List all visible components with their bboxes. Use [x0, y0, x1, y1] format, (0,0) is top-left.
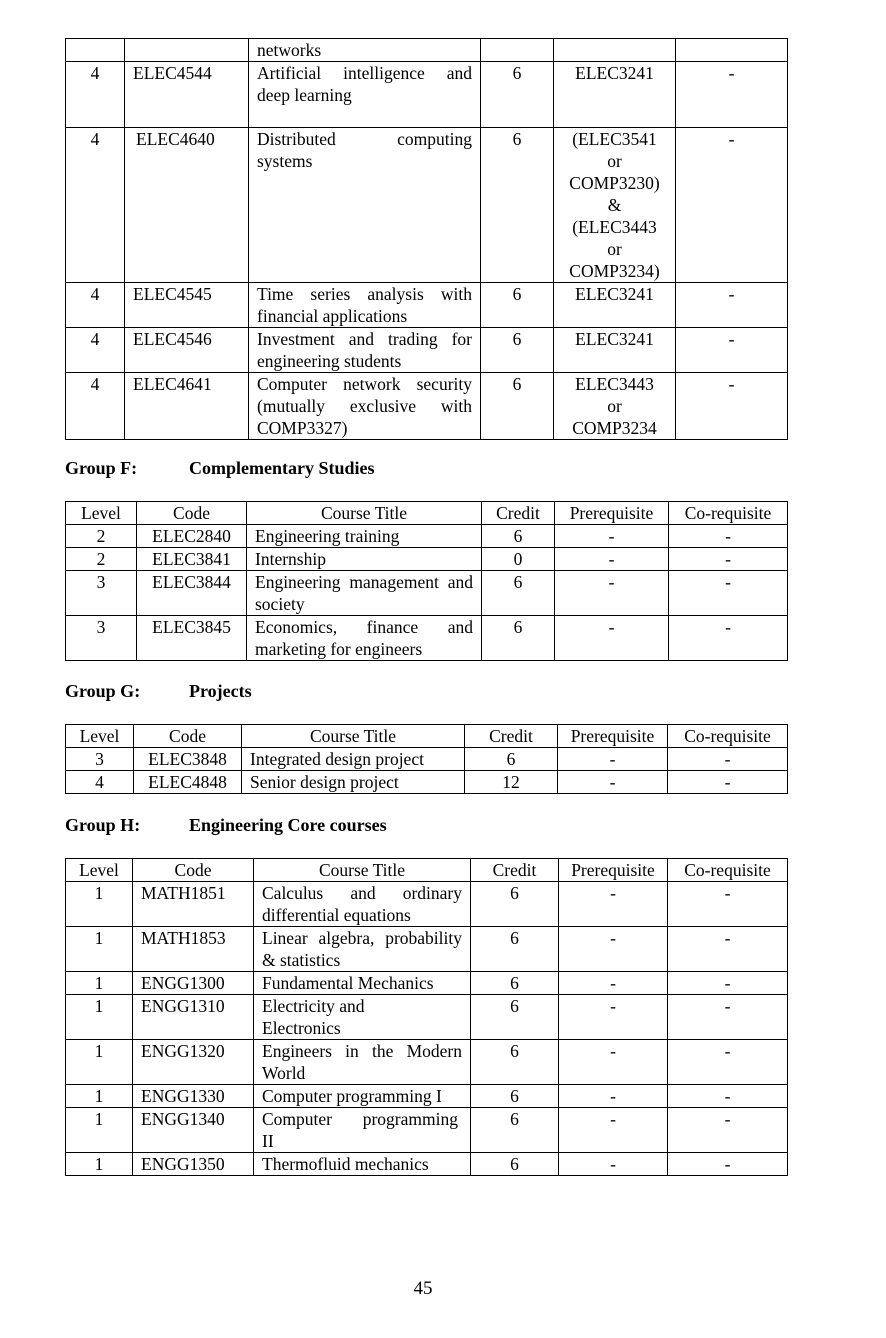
group-label: Group F: — [65, 458, 138, 478]
prereq-cell: - — [558, 771, 668, 794]
col-header-code: Code — [134, 725, 242, 748]
col-header-level: Level — [66, 502, 137, 525]
table-row — [66, 616, 788, 661]
coreq-cell: - — [668, 882, 788, 927]
level-cell: 1 — [66, 882, 133, 927]
coreq-cell: - — [669, 548, 788, 571]
credit-cell: 6 — [471, 972, 559, 995]
coreq-cell: - — [668, 748, 788, 771]
coreq-cell: - — [668, 1085, 788, 1108]
code-cell: ENGG1350 — [133, 1153, 254, 1176]
level-cell: 3 — [66, 571, 137, 616]
prereq-cell: - — [555, 616, 669, 661]
title-cell: networks — [249, 39, 481, 62]
coreq-cell: - — [669, 525, 788, 548]
prereq-line: COMP3230) — [569, 173, 660, 193]
level-cell: 4 — [66, 283, 125, 328]
title-cell: Engineering management and society — [247, 571, 482, 616]
credit-cell: 12 — [465, 771, 558, 794]
coreq-cell: - — [669, 571, 788, 616]
level-cell: 1 — [66, 1108, 133, 1153]
table-row — [66, 283, 788, 328]
code-cell: ELEC4848 — [134, 771, 242, 794]
level-cell: 1 — [66, 995, 133, 1040]
group-g-table — [65, 724, 788, 794]
level-cell: 1 — [66, 1085, 133, 1108]
title-cell: Investment and trading for engineering students — [249, 328, 481, 373]
prereq-line: or — [607, 396, 622, 416]
prereq-line: COMP3234) — [569, 261, 660, 281]
coreq-cell: - — [676, 328, 788, 373]
prereq-cell — [554, 373, 676, 440]
code-cell: ELEC2840 — [137, 525, 247, 548]
coreq-cell: - — [668, 771, 788, 794]
title-cell: Linear algebra, probability & statistics — [254, 927, 471, 972]
col-header-credit: Credit — [482, 502, 555, 525]
col-header-level: Level — [66, 859, 133, 882]
table-row — [66, 62, 788, 128]
prereq-cell: - — [559, 882, 668, 927]
coreq-cell: - — [676, 283, 788, 328]
col-header-code: Code — [133, 859, 254, 882]
table-row — [66, 995, 788, 1040]
coreq-cell: - — [668, 995, 788, 1040]
title-text: Electricity and Electronics — [262, 996, 365, 1038]
credit-cell: 6 — [465, 748, 558, 771]
credit-cell — [481, 39, 554, 62]
prereq-cell: - — [559, 1085, 668, 1108]
prereq-line: COMP3234 — [572, 418, 657, 438]
title-cell: Artificial intelligence and deep learning — [249, 62, 481, 128]
code-cell: ENGG1300 — [133, 972, 254, 995]
group-label: Group H: — [65, 815, 141, 835]
title-cell: Computer network security (mutually exclusive with COMP3327) — [249, 373, 481, 440]
level-cell: 4 — [66, 373, 125, 440]
prereq-cell — [554, 39, 676, 62]
coreq-cell: - — [668, 1040, 788, 1085]
coreq-cell — [676, 39, 788, 62]
title-cell: Integrated design project — [242, 748, 465, 771]
credit-cell: 6 — [481, 283, 554, 328]
prereq-line: (ELEC3443 — [572, 217, 657, 237]
credit-cell: 6 — [482, 571, 555, 616]
title-cell: Time series analysis with financial applications — [249, 283, 481, 328]
title-text: Computer programming II — [262, 1109, 458, 1151]
prereq-cell: - — [555, 548, 669, 571]
table-row — [66, 1040, 788, 1085]
col-header-credit: Credit — [465, 725, 558, 748]
group-name: Projects — [189, 681, 252, 701]
col-header-title: Course Title — [254, 859, 471, 882]
prereq-cell: - — [555, 571, 669, 616]
title-cell: Engineers in the Modern World — [254, 1040, 471, 1085]
coreq-cell: - — [668, 927, 788, 972]
header-row — [66, 725, 788, 748]
prereq-cell: - — [559, 1040, 668, 1085]
header-row — [66, 859, 788, 882]
prereq-cell: ELEC3241 — [554, 328, 676, 373]
credit-cell: 6 — [471, 882, 559, 927]
group-h-table — [65, 858, 788, 1176]
table-row — [66, 525, 788, 548]
table-row — [66, 373, 788, 440]
prereq-cell: - — [559, 1153, 668, 1176]
level-cell: 1 — [66, 1153, 133, 1176]
credit-cell: 6 — [471, 927, 559, 972]
level-cell: 3 — [66, 748, 134, 771]
prereq-line: & — [607, 195, 622, 215]
code-cell: ELEC3848 — [134, 748, 242, 771]
table-row — [66, 128, 788, 283]
course-table-continued — [65, 38, 788, 440]
group-name: Engineering Core courses — [189, 815, 387, 835]
code-cell: ELEC4544 — [125, 62, 249, 128]
prereq-line: (ELEC3541 — [572, 129, 657, 149]
code-cell: ELEC4546 — [125, 328, 249, 373]
level-cell: 1 — [66, 927, 133, 972]
title-cell — [254, 1108, 471, 1153]
title-cell: Economics, finance and marketing for engineers — [247, 616, 482, 661]
prereq-cell: - — [555, 525, 669, 548]
coreq-cell: - — [676, 373, 788, 440]
code-cell: MATH1851 — [133, 882, 254, 927]
level-cell: 4 — [66, 128, 125, 283]
group-name: Complementary Studies — [189, 458, 375, 478]
level-cell: 1 — [66, 972, 133, 995]
table-row — [66, 748, 788, 771]
level-cell: 4 — [66, 328, 125, 373]
code-cell: ELEC4640 — [125, 128, 249, 283]
title-cell: Computer programming I — [254, 1085, 471, 1108]
credit-cell: 6 — [471, 995, 559, 1040]
prereq-cell: - — [558, 748, 668, 771]
level-cell: 4 — [66, 771, 134, 794]
code-cell: ENGG1320 — [133, 1040, 254, 1085]
title-cell: Fundamental Mechanics — [254, 972, 471, 995]
table-row — [66, 39, 788, 62]
title-cell: Senior design project — [242, 771, 465, 794]
group-g-heading — [65, 681, 252, 702]
col-header-coreq: Co-requisite — [669, 502, 788, 525]
prereq-line: ELEC3443 — [575, 374, 654, 394]
coreq-cell: - — [669, 616, 788, 661]
level-cell: 4 — [66, 62, 125, 128]
col-header-title: Course Title — [242, 725, 465, 748]
group-f-table — [65, 501, 788, 661]
code-cell: MATH1853 — [133, 927, 254, 972]
prereq-line: or — [607, 239, 622, 259]
header-row — [66, 502, 788, 525]
credit-cell: 6 — [471, 1085, 559, 1108]
title-cell: Internship — [247, 548, 482, 571]
level-cell — [66, 39, 125, 62]
credit-cell: 6 — [471, 1153, 559, 1176]
code-cell: ENGG1310 — [133, 995, 254, 1040]
title-cell: Engineering training — [247, 525, 482, 548]
prereq-cell: ELEC3241 — [554, 62, 676, 128]
title-cell: Distributed computing systems — [249, 128, 481, 283]
prereq-cell: ELEC3241 — [554, 283, 676, 328]
col-header-prereq: Prerequisite — [555, 502, 669, 525]
table-row — [66, 972, 788, 995]
credit-cell: 6 — [471, 1108, 559, 1153]
table-row — [66, 927, 788, 972]
prereq-cell: - — [559, 995, 668, 1040]
table-row — [66, 571, 788, 616]
code-cell — [125, 39, 249, 62]
credit-cell: 6 — [481, 328, 554, 373]
coreq-cell: - — [668, 1153, 788, 1176]
credit-cell: 6 — [481, 373, 554, 440]
coreq-cell: - — [676, 128, 788, 283]
group-f-heading — [65, 458, 375, 479]
credit-cell: 0 — [482, 548, 555, 571]
level-cell: 3 — [66, 616, 137, 661]
col-header-code: Code — [137, 502, 247, 525]
credit-cell: 6 — [482, 525, 555, 548]
level-cell: 2 — [66, 525, 137, 548]
title-cell: Thermofluid mechanics — [254, 1153, 471, 1176]
col-header-credit: Credit — [471, 859, 559, 882]
prereq-cell: - — [559, 927, 668, 972]
col-header-level: Level — [66, 725, 134, 748]
credit-cell: 6 — [471, 1040, 559, 1085]
coreq-cell: - — [668, 972, 788, 995]
table-row — [66, 771, 788, 794]
prereq-line: or — [607, 151, 622, 171]
col-header-prereq: Prerequisite — [559, 859, 668, 882]
table-row — [66, 1108, 788, 1153]
group-h-heading — [65, 815, 387, 836]
title-cell: Calculus and ordinary differential equations — [254, 882, 471, 927]
prereq-cell — [554, 128, 676, 283]
code-cell: ELEC3841 — [137, 548, 247, 571]
group-label: Group G: — [65, 681, 141, 701]
code-cell: ELEC4545 — [125, 283, 249, 328]
col-header-prereq: Prerequisite — [558, 725, 668, 748]
table-row — [66, 882, 788, 927]
table-row — [66, 1153, 788, 1176]
code-cell: ENGG1340 — [133, 1108, 254, 1153]
coreq-cell: - — [668, 1108, 788, 1153]
code-cell: ENGG1330 — [133, 1085, 254, 1108]
level-cell: 2 — [66, 548, 137, 571]
prereq-cell: - — [559, 1108, 668, 1153]
table-row — [66, 1085, 788, 1108]
col-header-coreq: Co-requisite — [668, 725, 788, 748]
table-row — [66, 548, 788, 571]
credit-cell: 6 — [481, 128, 554, 283]
table-row — [66, 328, 788, 373]
page-number: 45 — [413, 1278, 433, 1299]
col-header-title: Course Title — [247, 502, 482, 525]
code-cell: ELEC3844 — [137, 571, 247, 616]
title-cell — [254, 995, 471, 1040]
col-header-coreq: Co-requisite — [668, 859, 788, 882]
coreq-cell: - — [676, 62, 788, 128]
credit-cell: 6 — [482, 616, 555, 661]
prereq-cell: - — [559, 972, 668, 995]
code-cell: ELEC3845 — [137, 616, 247, 661]
code-cell: ELEC4641 — [125, 373, 249, 440]
credit-cell: 6 — [481, 62, 554, 128]
level-cell: 1 — [66, 1040, 133, 1085]
